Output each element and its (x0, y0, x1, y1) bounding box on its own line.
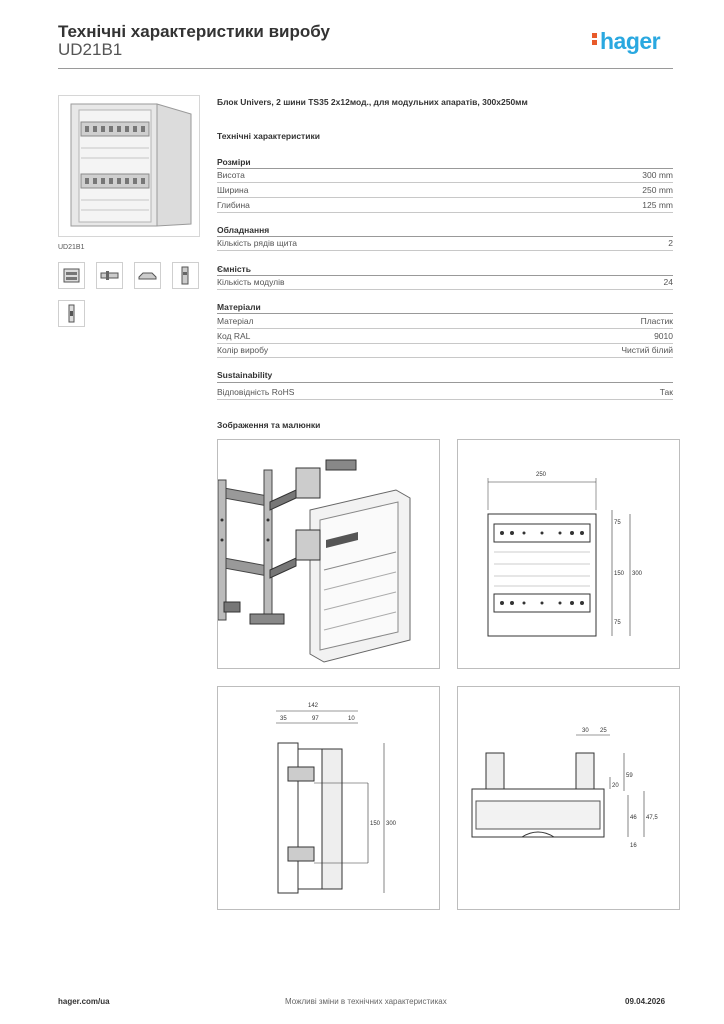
capacity-title: Ємність (217, 264, 251, 274)
dim-e: 46 (630, 815, 637, 821)
spec-row-height (217, 169, 673, 183)
dim-height: 300 (632, 571, 643, 577)
dim-f: 47,5 (646, 815, 658, 821)
footer-website-link[interactable]: hager.com/ua (58, 997, 110, 1006)
product-description: Блок Univers, 2 шини TS35 2x12мод., для модульних апаратів, 300x250мм (217, 97, 528, 107)
front-view-drawing[interactable] (457, 439, 680, 669)
spec-label: Кількість модулів (217, 277, 285, 287)
dim-d: 20 (612, 783, 619, 789)
divider (217, 382, 673, 383)
dim-side-height: 300 (386, 821, 397, 827)
dim-mid: 97 (312, 716, 319, 722)
footer-notice: Можливі зміни в технічних характеристиках (285, 997, 447, 1006)
spec-label: Колір виробу (217, 345, 269, 355)
spec-row-modules (217, 276, 673, 290)
specs-title: Технічні характеристики (217, 131, 320, 141)
spec-label: Ширина (217, 185, 249, 195)
spec-row-rows (217, 237, 673, 251)
dim-bottom: 75 (614, 620, 621, 626)
page-title: Технічні характеристики виробу (58, 22, 330, 41)
hager-logo[interactable] (592, 28, 660, 55)
product-code: UD21B1 (58, 40, 123, 59)
spec-label: Матеріал (217, 316, 254, 326)
thumbnail-3[interactable] (134, 262, 161, 289)
divider (217, 313, 673, 314)
product-main-image[interactable] (58, 95, 200, 237)
spec-row-ral (217, 330, 673, 344)
dim-width: 250 (536, 472, 547, 478)
spec-value: Чистий білий (621, 345, 673, 355)
thumbnail-2[interactable] (96, 262, 123, 289)
dim-a: 30 (582, 728, 589, 734)
dim-c: 59 (626, 773, 633, 779)
logo-text: hager (600, 28, 661, 54)
dim-left: 35 (280, 716, 287, 722)
logo-dots-icon (592, 31, 598, 47)
spec-value: 300 mm (642, 170, 673, 180)
header-divider (58, 68, 673, 69)
dim-inner: 150 (370, 821, 381, 827)
main-image-caption: UD21B1 (58, 244, 85, 251)
spec-row-color (217, 344, 673, 358)
dim-top: 75 (614, 520, 621, 526)
spec-label: Код RAL (217, 331, 251, 341)
dimensions-title: Розміри (217, 157, 251, 167)
spec-label: Глибина (217, 200, 250, 210)
dim-b: 25 (600, 728, 607, 734)
side-view-drawing[interactable] (217, 686, 440, 910)
top-view-drawing[interactable] (457, 686, 680, 910)
spec-value: Так (659, 387, 673, 397)
spec-row-width (217, 184, 673, 198)
spec-value: 250 mm (642, 185, 673, 195)
dim-total-depth: 142 (308, 703, 319, 709)
equipment-title: Обладнання (217, 225, 270, 235)
dim-right: 10 (348, 716, 355, 722)
thumbnail-5[interactable] (58, 300, 85, 327)
spec-label: Відповідність RoHS (217, 387, 295, 397)
spec-row-material (217, 315, 673, 329)
spec-value: 125 mm (642, 200, 673, 210)
materials-title: Матеріали (217, 302, 261, 312)
dim-g: 16 (630, 843, 637, 849)
spec-label: Висота (217, 170, 245, 180)
images-section-title: Зображення та малюнки (217, 420, 321, 430)
spec-value: Пластик (640, 316, 673, 326)
thumbnail-1[interactable] (58, 262, 85, 289)
sustainability-title: Sustainability (217, 370, 273, 380)
dim-middle: 150 (614, 571, 625, 577)
footer-date: 09.04.2026 (625, 997, 666, 1006)
spec-row-rohs (217, 386, 673, 400)
spec-row-depth (217, 199, 673, 213)
thumbnail-4[interactable] (172, 262, 199, 289)
spec-value: 24 (663, 277, 673, 287)
exploded-view-drawing[interactable] (217, 439, 440, 669)
spec-label: Кількість рядів щита (217, 238, 297, 248)
spec-value: 9010 (654, 331, 673, 341)
spec-value: 2 (668, 238, 673, 248)
